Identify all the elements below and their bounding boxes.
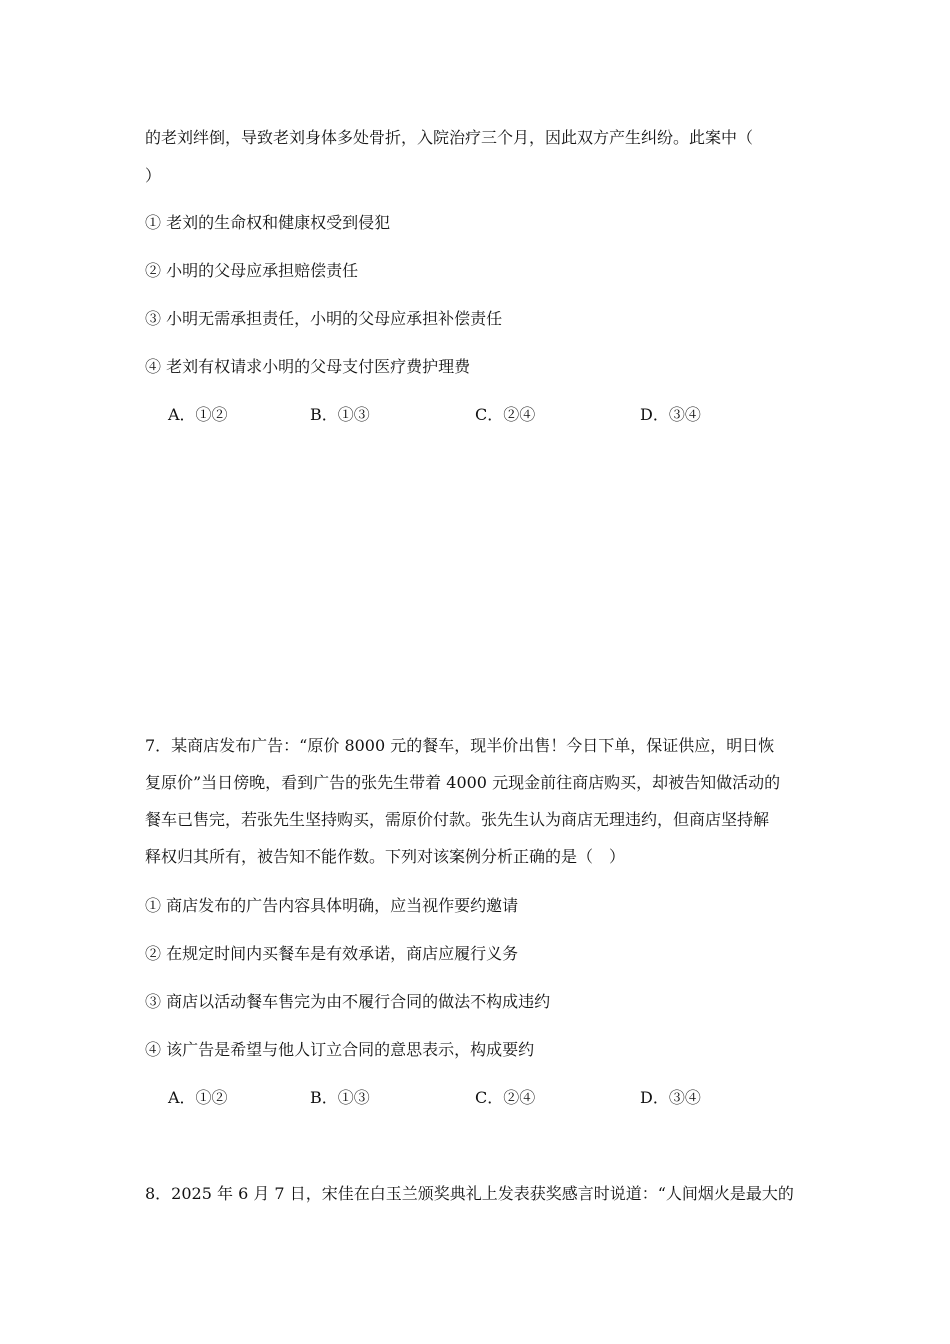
q8-stem-line-1: 8．2025 年 6 月 7 日，宋佳在白玉兰颁奖典礼上发表获奖感言时说道：“人间烟火是最大的 — [145, 1184, 794, 1203]
q6-option-b: B．①③ — [310, 405, 370, 424]
q7-stem-line-2: 复原价”当日傍晚，看到广告的张先生带着 4000 元现金前往商店购买，却被告知做活动的 — [145, 773, 781, 792]
q7-statement-1: ① 商店发布的广告内容具体明确，应当视作要约邀请 — [145, 896, 519, 915]
q7-option-d: D．③④ — [640, 1088, 701, 1107]
q6-statement-4: ④ 老刘有权请求小明的父母支付医疗费护理费 — [145, 357, 471, 376]
q7-statement-4: ④ 该广告是希望与他人订立合同的意思表示，构成要约 — [145, 1040, 535, 1059]
q6-statement-2: ② 小明的父母应承担赔偿责任 — [145, 261, 359, 280]
q7-statement-3: ③ 商店以活动餐车售完为由不履行合同的做法不构成违约 — [145, 992, 551, 1011]
q6-option-d: D．③④ — [640, 405, 701, 424]
q7-option-c: C．②④ — [475, 1088, 536, 1107]
q6-option-a: A．①② — [168, 405, 228, 424]
q6-option-c: C．②④ — [475, 405, 536, 424]
q6-stem-line-2: ） — [145, 166, 162, 185]
q7-stem-line-3: 餐车已售完，若张先生坚持购买，需原价付款。张先生认为商店无理违约，但商店坚持解 — [145, 810, 770, 829]
q6-statement-3: ③ 小明无需承担责任，小明的父母应承担补偿责任 — [145, 309, 503, 328]
q6-statement-1: ① 老刘的生命权和健康权受到侵犯 — [145, 213, 391, 232]
q7-stem-line-1: 7．某商店发布广告：“原价 8000 元的餐车，现半价出售！今日下单，保证供应，明日恢 — [145, 736, 775, 755]
q6-stem-line-1: 的老刘绊倒，导致老刘身体多处骨折，入院治疗三个月，因此双方产生纠纷。此案中（ — [145, 128, 754, 147]
q7-option-b: B．①③ — [310, 1088, 370, 1107]
q7-option-a: A．①② — [168, 1088, 228, 1107]
q7-statement-2: ② 在规定时间内买餐车是有效承诺，商店应履行义务 — [145, 944, 519, 963]
q7-stem-line-4: 释权归其所有，被告知不能作数。下列对该案例分析正确的是（ ） — [145, 847, 626, 866]
